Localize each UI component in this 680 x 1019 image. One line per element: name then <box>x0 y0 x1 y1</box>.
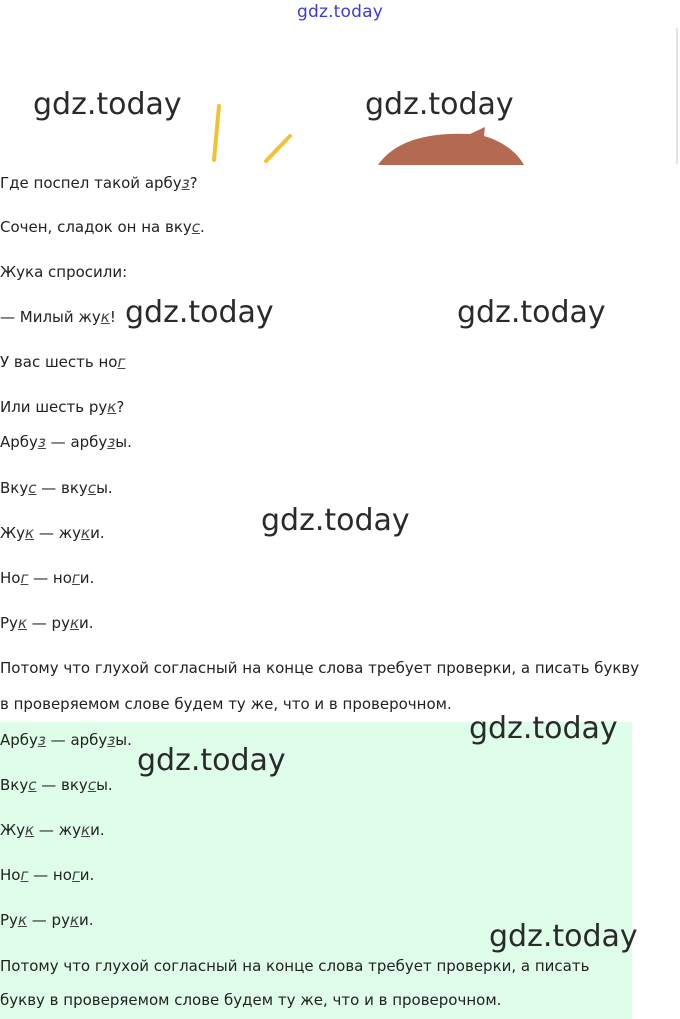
watermark: gdz.today <box>125 295 274 330</box>
answer-word-pair: Вкус — вкусы. <box>0 776 113 794</box>
watermark: gdz.today <box>469 711 618 746</box>
answer-word-pair: Рук — руки. <box>0 911 94 929</box>
answer-explanation-text: Потому что глухой согласный на конце слова требует проверки, а писать <box>0 957 590 975</box>
site-logo-link[interactable]: gdz.today <box>296 2 384 22</box>
word-pair: Арбуз — арбузы. <box>0 433 132 451</box>
poem-line: У вас шесть ног <box>0 353 126 371</box>
word-pair: Ног — ноги. <box>0 569 95 587</box>
word-pair: Жук — жуки. <box>0 524 105 542</box>
explanation-text: в проверяемом слове будем ту же, что и в проверочном. <box>0 695 452 713</box>
watermelon-shape <box>378 127 524 165</box>
explanation-text: Потому что глухой согласный на конце слова требует проверки, а писать букву <box>0 659 640 677</box>
poem-line: Сочен, сладок он на вкус. <box>0 218 205 236</box>
watermark: gdz.today <box>137 743 286 778</box>
answer-word-pair: Жук — жуки. <box>0 821 105 839</box>
word-pair: Рук — руки. <box>0 614 94 632</box>
answer-explanation-text: букву в проверяемом слове будем ту же, что и в проверочном. <box>0 991 502 1009</box>
answer-word-pair: Ног — ноги. <box>0 866 95 884</box>
watermark: gdz.today <box>365 87 514 122</box>
straw-line <box>266 136 290 161</box>
watermark: gdz.today <box>489 919 638 954</box>
poem-line: — Милый жук! <box>0 308 116 326</box>
poem-line: Или шесть рук? <box>0 398 125 416</box>
poem-line: Где поспел такой арбуз? <box>0 174 198 192</box>
straw-line <box>214 106 219 160</box>
watermark: gdz.today <box>33 87 182 122</box>
word-pair: Вкус — вкусы. <box>0 479 113 497</box>
watermark: gdz.today <box>261 503 410 538</box>
answer-word-pair: Арбуз — арбузы. <box>0 731 132 749</box>
poem-line: Жука спросили: <box>0 263 128 281</box>
watermark: gdz.today <box>457 295 606 330</box>
